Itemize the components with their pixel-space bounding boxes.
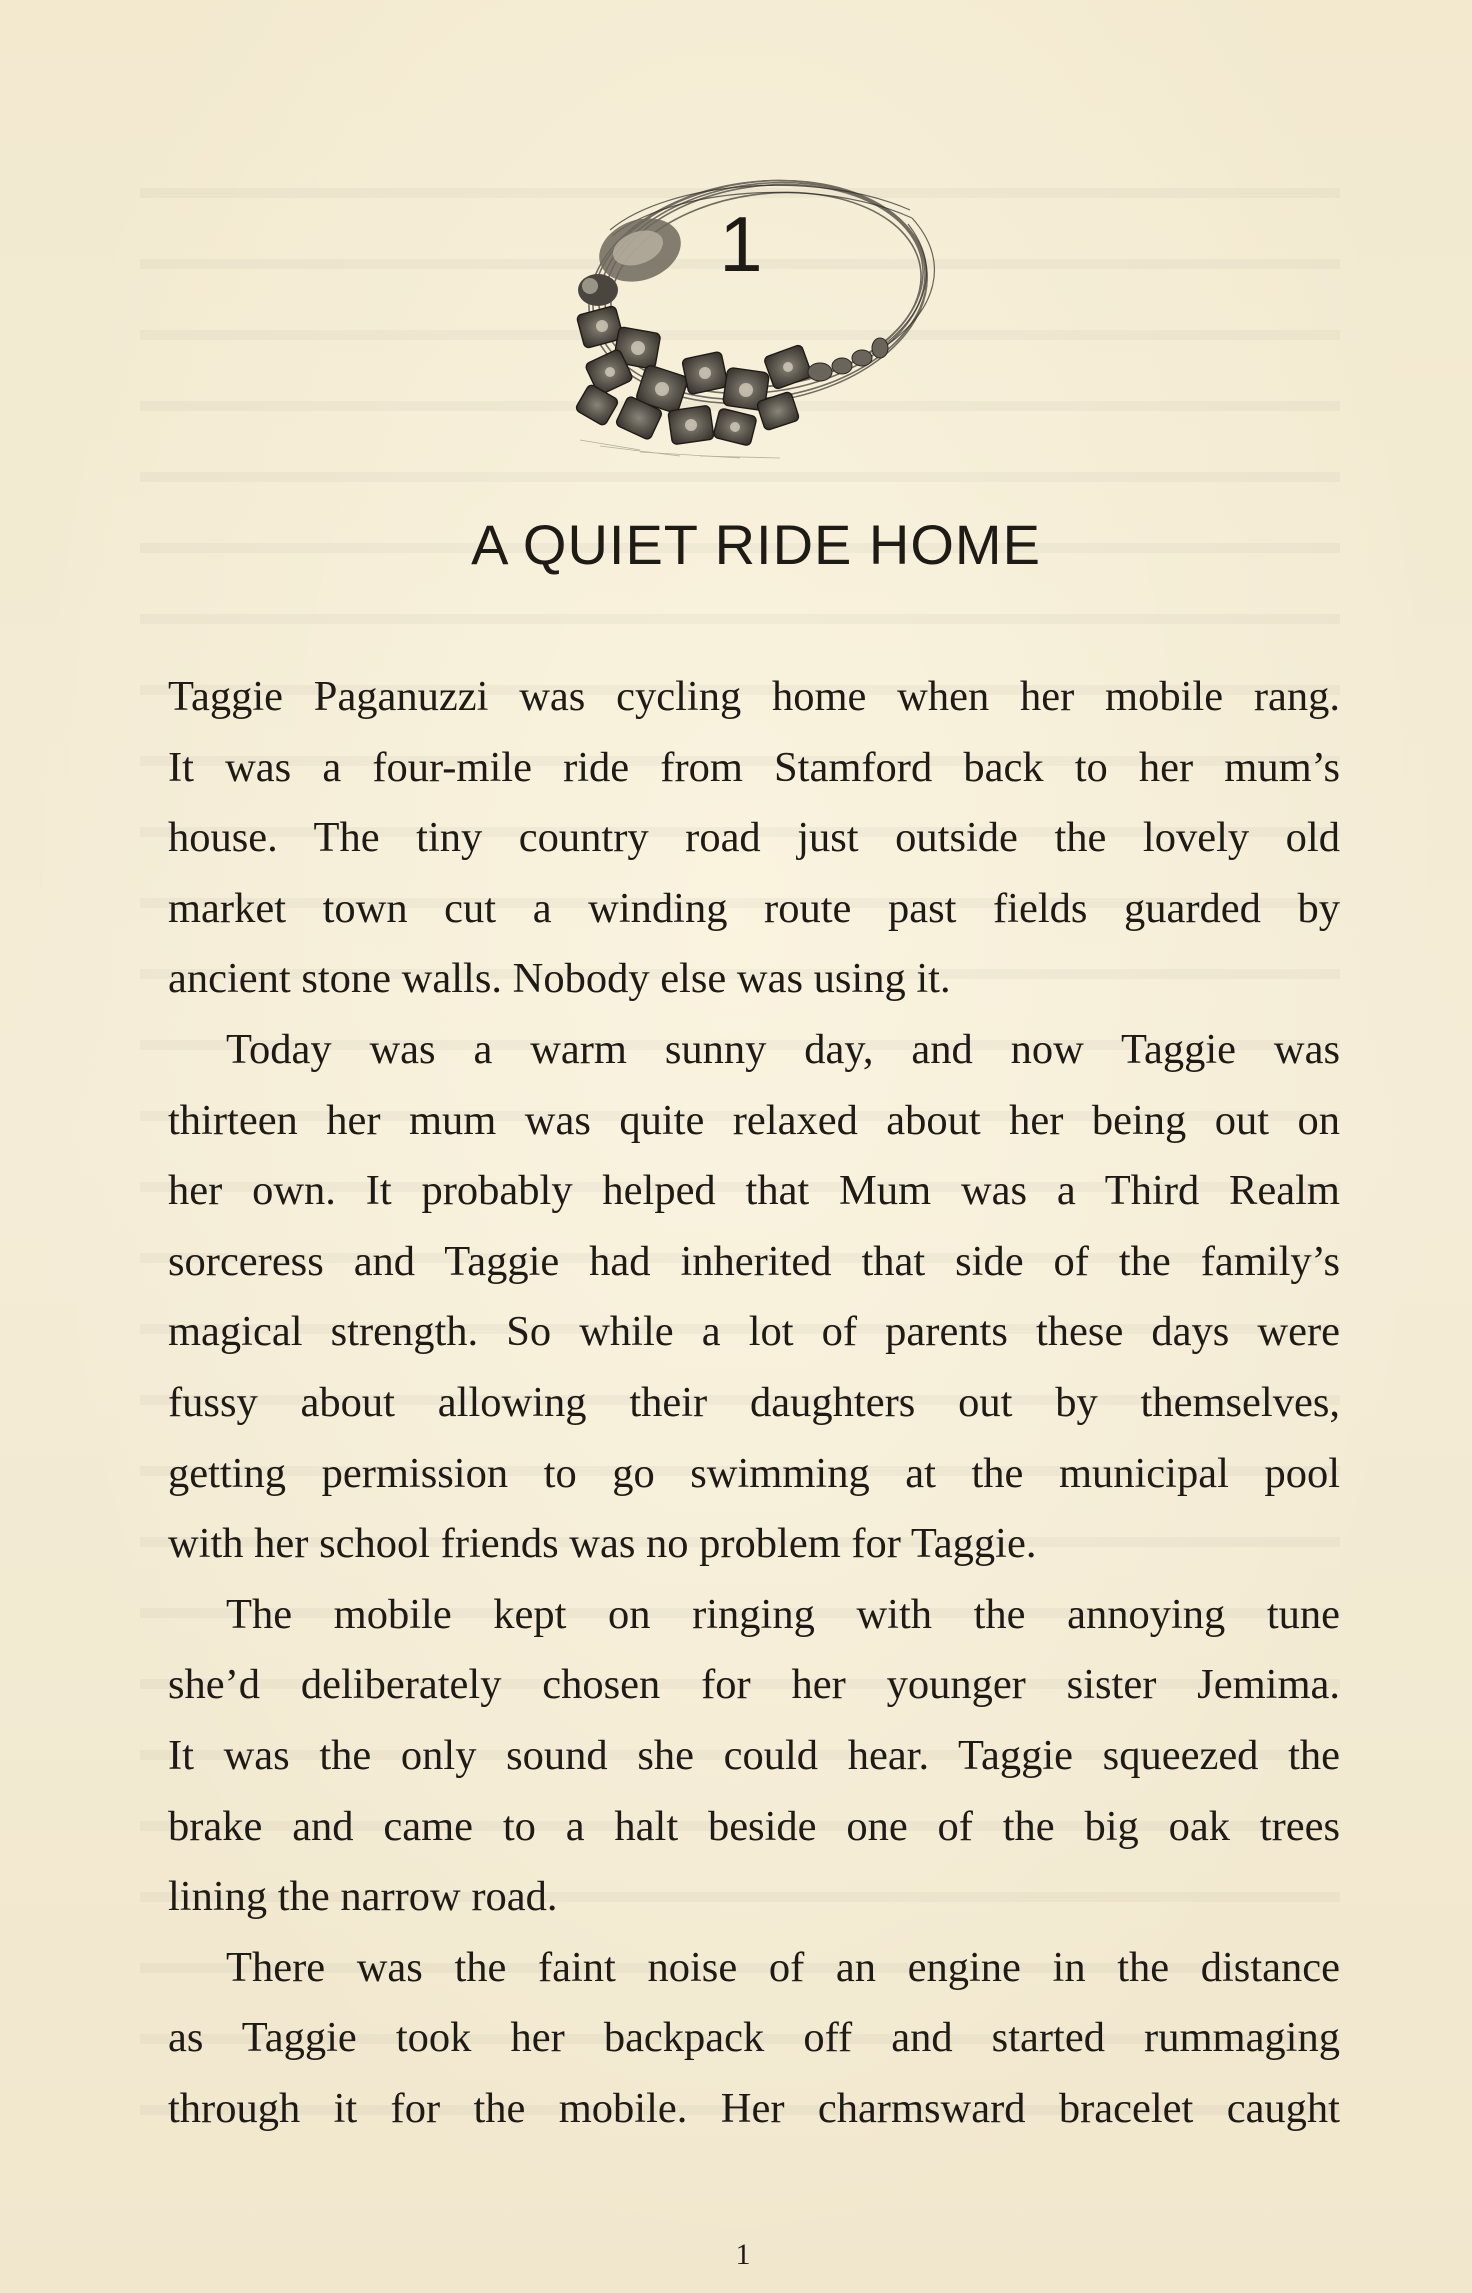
paragraph [168,1933,1340,2145]
text-line: house. The tiny country road just outside the lovely old [168,814,1340,862]
text-line: as Taggie took her backpack off and started rummaging [168,2014,1340,2062]
chapter-body [168,662,1340,2144]
text-line: her own. It probably helped that Mum was a Third Realm [168,1167,1340,1215]
page-number: 1 [735,2238,751,2271]
bracelet-ornament-icon [520,140,960,480]
text-line: fussy about allowing their daughters out by themselves, [168,1378,1340,1426]
text-line: Taggie Paganuzzi was cycling home when her mobile rang. [168,673,1340,720]
text-line: Today was a warm sunny day, and now Taggie was [226,1025,1340,1073]
text-line: ancient stone walls. Nobody else was using it. [168,955,951,1003]
text-line: market town cut a winding route past fields guarded by [168,884,1340,932]
text-line: The mobile kept on ringing with the annoying tune [226,1590,1340,1638]
text-line: brake and came to a halt beside one of the big oak trees [168,1802,1340,1850]
text-line: It was a four-mile ride from Stamford back to her mum’s [168,743,1340,791]
text-line: she’d deliberately chosen for her younger sister Jemima. [168,1661,1340,1709]
chapter-number: 1 [719,200,763,288]
text-line: It was the only sound she could hear. Taggie squeezed the [168,1731,1340,1779]
text-line: through it for the mobile. Her charmsward bracelet caught [168,2084,1340,2132]
text-line: getting permission to go swimming at the municipal pool [168,1449,1340,1497]
text-line: thirteen her mum was quite relaxed about her being out on [168,1096,1340,1144]
text-line: sorceress and Taggie had inherited that side of the family’s [168,1237,1340,1285]
paragraph [168,1015,1340,1580]
chapter-title: A QUIET RIDE HOME [471,513,1041,576]
text-line: lining the narrow road. [168,1873,558,1921]
text-line: There was the faint noise of an engine in the distance [226,1943,1340,1991]
text-line: magical strength. So while a lot of parents these days were [168,1308,1340,1356]
paragraph [168,662,1340,1015]
paragraph [168,1580,1340,1933]
text-line: with her school friends was no problem for Taggie. [168,1520,1037,1568]
